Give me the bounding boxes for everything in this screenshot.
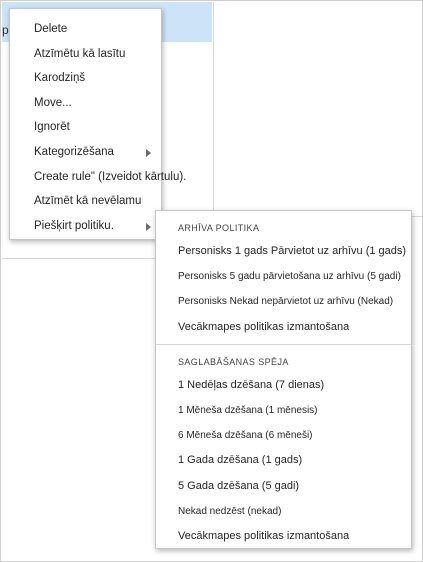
retention-policy-5-years[interactable]: 5 Gada dzēšana (5 gadi) (178, 479, 300, 492)
retention-policy-header: SAGLABĀŠANAS SPĒJA (178, 356, 289, 367)
archive-policy-use-parent[interactable]: Vecākmapes politikas izmantošana (178, 320, 350, 333)
menu-item-ignore[interactable] (10, 115, 161, 140)
policy-submenu (155, 210, 412, 549)
menu-item-delete[interactable] (10, 17, 161, 42)
archive-policy-never[interactable]: Personisks Nekad nepārvietot uz arhīvu (Nekad) (178, 296, 394, 308)
menu-item-mark-junk[interactable] (10, 189, 161, 214)
menu-item-label: Piešķirt politiku. (34, 219, 114, 232)
retention-policy-1-year[interactable]: 1 Gada dzēšana (1 gads) (178, 454, 303, 467)
menu-item-mark-read[interactable] (10, 42, 161, 67)
menu-item-label: Kategorizēšana (34, 145, 114, 158)
menu-item-create-rule[interactable] (10, 165, 187, 190)
retention-policy-use-parent[interactable]: Vecākmapes politikas izmantošana (178, 529, 350, 542)
archive-policy-1-year[interactable]: Personisks 1 gads Pārvietot uz arhīvu (1 gads) (178, 245, 407, 257)
chevron-right-icon (146, 149, 151, 157)
list-divider-right (411, 216, 422, 217)
selected-row-text: p (2, 23, 9, 37)
retention-policy-never[interactable]: Nekad nedzēst (nekad) (178, 505, 282, 517)
menu-item-categorize[interactable] (10, 140, 161, 165)
menu-item-label: Atzīmētu kā lasītu (34, 47, 126, 60)
menu-item-label: Delete (34, 23, 68, 35)
section-separator (156, 344, 411, 345)
menu-item-label: Create rule" (Izveidot kārtulu). (34, 170, 187, 183)
menu-item-label: Move... (34, 96, 72, 109)
retention-policy-1-month[interactable]: 1 Mēneša dzēšana (1 mēnesis) (178, 404, 318, 416)
retention-policy-6-months[interactable]: 6 Mēneša dzēšana (6 mēneši) (178, 430, 313, 442)
menu-item-assign-policy[interactable] (10, 214, 161, 239)
context-menu (9, 8, 187, 240)
archive-policy-5-years[interactable]: Personisks 5 gadu pārvietošana uz arhīvu (5 gadi) (178, 271, 401, 283)
menu-item-move[interactable] (10, 91, 161, 116)
menu-item-flag[interactable] (10, 66, 161, 91)
chevron-right-icon (146, 223, 151, 231)
menu-item-label: Karodziņš (34, 72, 86, 85)
retention-policy-1-week[interactable]: 1 Nedēļas dzēšana (7 dienas) (178, 378, 325, 391)
menu-item-label: Ignorēt (34, 121, 70, 134)
menu-item-label: Atzīmēt kā nevēlamu (34, 195, 142, 208)
list-divider (2, 258, 156, 259)
archive-policy-header: ARHĪVA POLITIKA (178, 223, 260, 233)
pane-divider (213, 2, 214, 212)
